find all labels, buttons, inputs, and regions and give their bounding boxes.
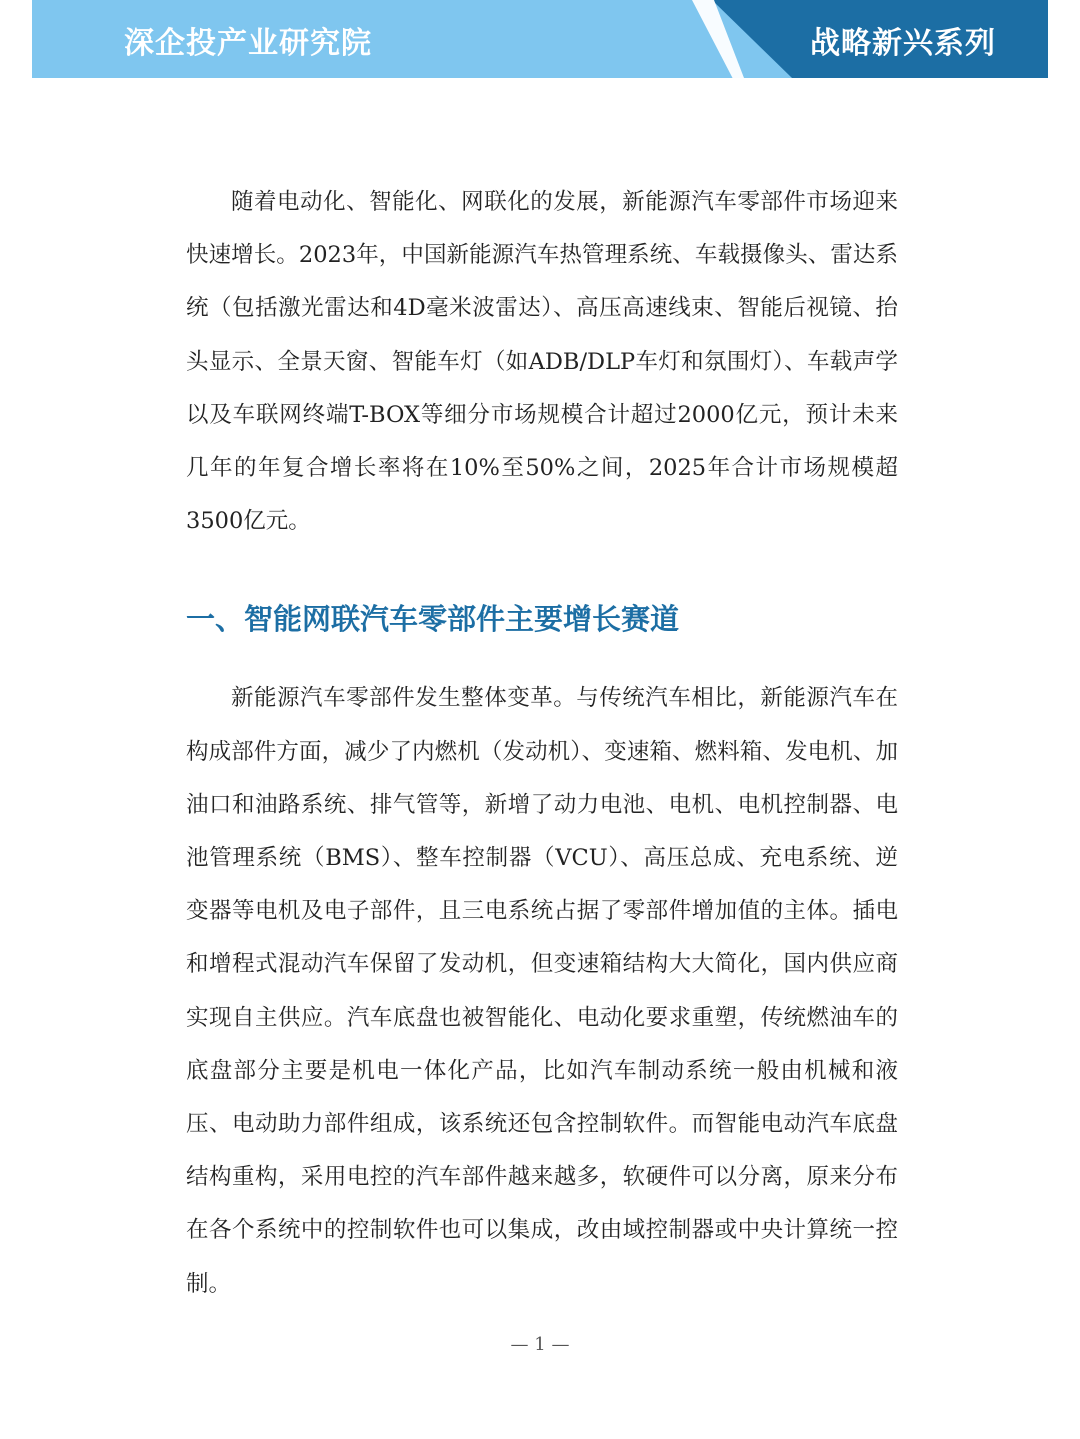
page-number: — 1 — (510, 1334, 570, 1355)
document-body (186, 176, 898, 1311)
section-paragraph: 新能源汽车零部件发生整体变革。与传统汽车相比，新能源汽车在构成部件方面，减少了内燃机（发动机）、变速箱、燃料箱、发电机、加油口和油路系统、排气管等，新增了动力电池、电机、电机控制器、电池管理系统（BMS）、整车控制器（VCU）、高压总成、充电系统、逆变器等电机及电子部件，且三电系统占据了零部件增加值的主体。插电和增程式混动汽车保留了发动机，但变速箱结构大大简化，国内供应商实现自主供应。汽车底盘也被智能化、电动化要求重塑，传统燃油车的底盘部分主要是机电一体化产品，比如汽车制动系统一般由机械和液压、电动助力部件组成，该系统还包含控制软件。而智能电动汽车底盘结构重构，采用电控的汽车部件越来越多，软硬件可以分离，原来分布在各个系统中的控制软件也可以集成，改由域控制器或中央计算统一控制。 (186, 685, 898, 1297)
header-org-name: 深企投产业研究院 (124, 26, 372, 61)
section-heading: 一、智能网联汽车零部件主要增长赛道 (186, 602, 680, 637)
page-header (32, 0, 1048, 78)
intro-paragraph: 随着电动化、智能化、网联化的发展，新能源汽车零部件市场迎来快速增长。2023年，中国新能源汽车热管理系统、车载摄像头、雷达系统（包括激光雷达和4D毫米波雷达）、高压高速线束、智能后视镜、抬头显示、全景天窗、智能车灯（如ADB/DLP车灯和氛围灯）、车载声学以及车联网终端T-BOX等细分市场规模合计超过2000亿元，预计未来几年的年复合增长率将在10%至50%之间，2025年合计市场规模超3500亿元。 (186, 189, 898, 535)
header-series-name: 战略新兴系列 (810, 26, 996, 61)
